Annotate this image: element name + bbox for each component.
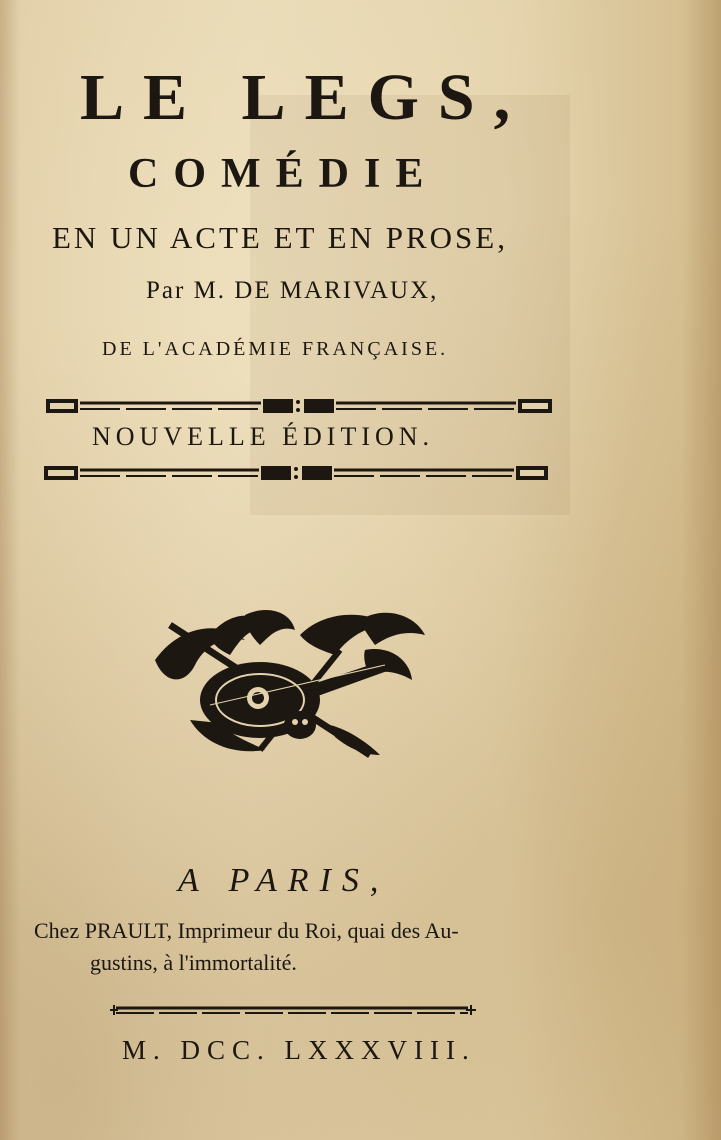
edition-line: NOUVELLE ÉDITION.	[92, 422, 435, 451]
book-genre: COMÉDIE	[128, 151, 439, 197]
page-shadow-left	[0, 0, 20, 1140]
publication-date: M. DCC. LXXXVIII.	[122, 1035, 476, 1065]
imprint-line-2: gustins, à l'immortalité.	[90, 950, 297, 975]
imprint-line-1: Chez PRAULT, Imprimeur du Roi, quai des Au-	[34, 918, 459, 943]
fleuron-rule-top	[46, 394, 556, 420]
place-of-publication: A PARIS,	[178, 862, 390, 899]
lute-ornament-icon	[150, 605, 430, 775]
double-rule	[108, 1000, 478, 1020]
book-form: EN UN ACTE ET EN PROSE,	[52, 220, 508, 255]
author-line: Par M. DE MARIVAUX,	[146, 277, 439, 304]
author-affiliation: DE L'ACADÉMIE FRANÇAISE.	[102, 338, 449, 360]
book-title: LE LEGS,	[80, 61, 530, 134]
fleuron-rule-bottom	[44, 461, 554, 487]
